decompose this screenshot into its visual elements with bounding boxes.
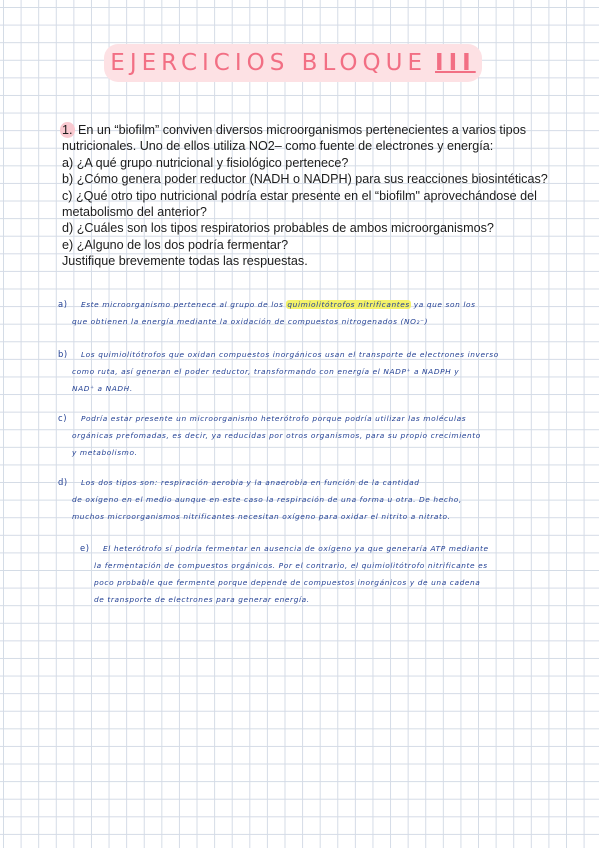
answer-text: Los quimiolitótrofos que oxidan compuestos inorgánicos usan el transporte de electrones inverso <box>80 350 499 359</box>
answer-e <box>80 540 578 608</box>
question-line <box>62 122 552 138</box>
question-item-b: b) ¿Cómo genera poder reductor (NADH o NADPH) para sus reacciones biosintéticas? <box>62 172 548 187</box>
answer-label: e) <box>80 543 90 553</box>
question-instruction: Justifique brevemente todas las respuestas. <box>62 254 308 269</box>
answer-line: orgánicas prefomadas, es decir, ya reducidas por otros organismos, para su propio crecimiento <box>72 431 481 440</box>
answer-line: de transporte de electrones para generar energía. <box>94 595 310 604</box>
answer-line: poco probable que fermente porque depende de compuestos inorgánicos y de una cadena <box>94 578 481 587</box>
answer-line <box>58 410 578 427</box>
answer-label: a) <box>58 299 68 309</box>
answer-text: ya que son los <box>413 300 476 309</box>
answer-b <box>58 346 578 397</box>
question-item-a: a) ¿A qué grupo nutricional y fisiológico pertenece? <box>62 155 349 170</box>
answer-line: la fermentación de compuestos orgánicos. Por el contrario, el quimiolitótrofo nitrificante es <box>94 561 488 570</box>
question-item-e: e) ¿Alguno de los dos podría fermentar? <box>62 237 289 252</box>
title-roman-numeral: III <box>435 50 476 76</box>
answer-c <box>58 410 578 461</box>
answer-label: c) <box>58 413 68 423</box>
page-title <box>104 44 482 82</box>
answer-text: Este microorganismo pertenece al grupo de los <box>80 300 284 309</box>
question-text: En un “biofilm” conviven diversos microorganismos pertenecientes a varios tipos <box>78 123 526 137</box>
answer-line: muchos microorganismos nitrificantes necesitan oxígeno para oxidar el nitrito a nitrato. <box>72 512 451 521</box>
question-item-c-cont: metabolismo del anterior? <box>62 205 207 220</box>
answer-label: b) <box>58 349 68 359</box>
answer-text: Podría estar presente un microorganismo heterótrofo porque podría utilizar las moléculas <box>80 414 467 423</box>
highlighted-term: quimiolitótrofos nitrificantes <box>287 300 410 309</box>
answer-d <box>58 474 578 525</box>
answer-text: Los dos tipos son: respiración aerobia y la anaerobia en función de la cantidad <box>80 478 420 487</box>
answer-label: d) <box>58 477 68 487</box>
answer-a <box>58 296 578 330</box>
answer-line <box>58 296 578 313</box>
answer-line <box>58 346 578 363</box>
answer-line: NAD⁺ a NADH. <box>72 384 133 393</box>
question-block <box>62 122 552 270</box>
title-text: EJERCICIOS BLOQUE <box>110 50 428 76</box>
answer-line: de oxígeno en el medio aunque en este caso la respiración de una forma u otra. De hecho, <box>72 495 462 504</box>
question-line: nutricionales. Uno de ellos utiliza NO2– como fuente de electrones y energía: <box>62 139 494 154</box>
answer-line <box>58 474 578 491</box>
answer-line: como ruta, así generan el poder reductor, transformando con energía el NADP⁺ a NADPH y <box>72 367 460 376</box>
answer-text: El heterótrofo sí podría fermentar en ausencia de oxígeno ya que generaría ATP mediante <box>102 544 489 553</box>
answer-line <box>80 540 578 557</box>
answer-line: y metabolismo. <box>72 448 138 457</box>
title-highlight <box>104 44 482 82</box>
question-number: 1. <box>62 123 73 137</box>
answer-line: que obtienen la energía mediante la oxidación de compuestos nitrogenados (NO₂⁻) <box>72 317 429 326</box>
question-item-d: d) ¿Cuáles son los tipos respiratorios probables de ambos microorganismos? <box>62 221 494 236</box>
question-item-c: c) ¿Qué otro tipo nutricional podría estar presente en el “biofilm" aprovechándose del <box>62 188 537 203</box>
